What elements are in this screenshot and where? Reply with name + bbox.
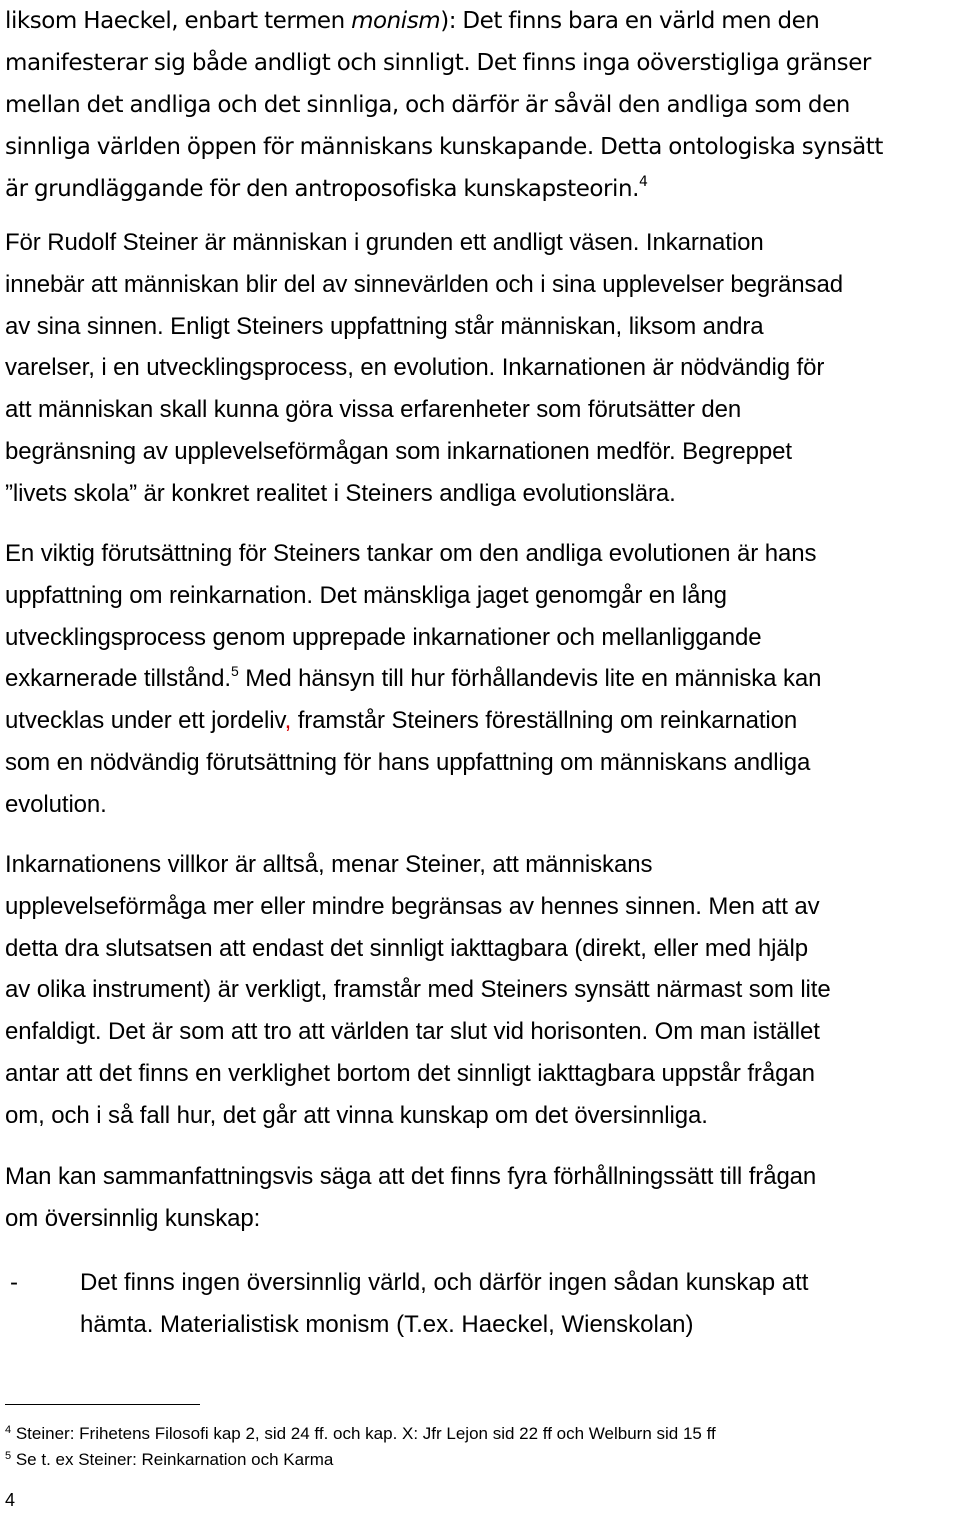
text-line: uppfattning om reinkarnation. Det mänskliga jaget genomgår en lång bbox=[5, 581, 727, 609]
text-line: sinnliga världen öppen för människans kunskapande. Detta ontologiska synsätt bbox=[5, 134, 883, 160]
paragraph-steiner-incarnation bbox=[5, 222, 957, 515]
list-bullet: - bbox=[10, 1269, 18, 1296]
footnote-ref-4[interactable]: 4 bbox=[638, 174, 648, 190]
text-line: varelser, i en utvecklingsprocess, en evolution. Inkarnationen är nödvändig för bbox=[5, 354, 825, 382]
footnote-text: Steiner: Frihetens Filosofi kap 2, sid 24 ff. och kap. X: Jfr Lejon sid 22 ff och Welburn sid 15 ff bbox=[11, 1424, 716, 1443]
footnote-separator bbox=[5, 1404, 200, 1405]
text-line bbox=[5, 700, 957, 742]
text-line: Inkarnationens villkor är alltså, menar Steiner, att människans bbox=[5, 851, 653, 878]
text-span: liksom Haeckel, enbart termen bbox=[5, 8, 352, 34]
paragraph-summary bbox=[5, 1156, 957, 1240]
footnote-ref-5[interactable]: 5 bbox=[230, 663, 239, 680]
text-line: En viktig förutsättning för Steiners tankar om den andliga evolutionen är hans bbox=[5, 540, 817, 567]
text-line: av sina sinnen. Enligt Steiners uppfattning står människan, liksom andra bbox=[5, 312, 764, 340]
text-line: ”livets skola” är konkret realitet i Steiners andliga evolutionslära. bbox=[5, 479, 676, 507]
text-line: hämta. Materialistisk monism (T.ex. Haeckel, Wienskolan) bbox=[80, 1310, 694, 1338]
text-span: framstår Steiners föreställning om reinkarnation bbox=[291, 707, 798, 735]
text-line: utvecklingsprocess genom upprepade inkarnationer och mellanliggande bbox=[5, 623, 762, 651]
text-span: ): Det finns bara en värld men den bbox=[440, 8, 820, 34]
text-line: begränsning av upplevelseförmågan som inkarnationen medför. Begreppet bbox=[5, 437, 792, 465]
text-line: upplevelseförmåga mer eller mindre begränsas av hennes sinnen. Men att av bbox=[5, 892, 820, 920]
footnote-5 bbox=[5, 1450, 905, 1470]
text-span: är grundläggande för den antroposofiska kunskapsteorin. bbox=[5, 176, 639, 202]
text-line: innebär att människan blir del av sinnevärlden och i sina upplevelser begränsad bbox=[5, 270, 843, 298]
paragraph-reincarnation bbox=[5, 533, 957, 826]
text-line: mellan det andliga och det sinnliga, och därför är såväl den andliga som den bbox=[5, 92, 850, 118]
footnote-4 bbox=[5, 1424, 905, 1444]
text-line: manifesterar sig både andligt och sinnligt. Det finns inga oöverstigliga gränser bbox=[5, 50, 871, 76]
footnote-text: Se t. ex Steiner: Reinkarnation och Karma bbox=[11, 1450, 334, 1469]
footnote-number: 5 bbox=[5, 1450, 12, 1462]
text-line: att människan skall kunna göra vissa erfarenheter som förutsätter den bbox=[5, 396, 742, 424]
text-span: exkarnerade tillstånd. bbox=[5, 665, 231, 693]
paragraph-incarnation-conditions bbox=[5, 844, 957, 1137]
text-line: om, och i så fall hur, det går att vinna kunskap om det översinnliga. bbox=[5, 1101, 708, 1129]
text-line bbox=[5, 168, 957, 210]
highlighted-comma: , bbox=[284, 707, 292, 735]
list-item-text bbox=[80, 1262, 950, 1346]
text-span: Med hänsyn till hur förhållandevis lite en människa kan bbox=[238, 665, 822, 693]
paragraph-monism bbox=[5, 0, 957, 210]
text-line bbox=[5, 0, 957, 42]
text-line: Det finns ingen översinnlig värld, och därför ingen sådan kunskap att bbox=[80, 1269, 809, 1296]
text-line: evolution. bbox=[5, 790, 107, 818]
text-line: För Rudolf Steiner är människan i grunden ett andligt väsen. Inkarnation bbox=[5, 229, 764, 256]
page-number: 4 bbox=[5, 1490, 16, 1510]
text-line: av olika instrument) är verkligt, framstår med Steiners synsätt närmast som lite bbox=[5, 976, 831, 1004]
text-line: som en nödvändig förutsättning för hans uppfattning om människans andliga bbox=[5, 748, 811, 776]
emphasis-monism: monism bbox=[351, 8, 441, 34]
text-line: Man kan sammanfattningsvis säga att det finns fyra förhållningssätt till frågan bbox=[5, 1163, 817, 1190]
text-span: utvecklas under ett jordeliv bbox=[5, 707, 285, 735]
footnote-number: 4 bbox=[5, 1424, 12, 1436]
text-line: enfaldigt. Det är som att tro att världen tar slut vid horisonten. Om man istället bbox=[5, 1018, 820, 1046]
text-line: om översinnlig kunskap: bbox=[5, 1204, 261, 1232]
text-line: detta dra slutsatsen att endast det sinnligt iakttagbara (direkt, eller med hjälp bbox=[5, 934, 809, 962]
text-line: antar att det finns en verklighet bortom det sinnligt iakttagbara uppstår frågan bbox=[5, 1059, 815, 1087]
text-line bbox=[5, 658, 957, 700]
